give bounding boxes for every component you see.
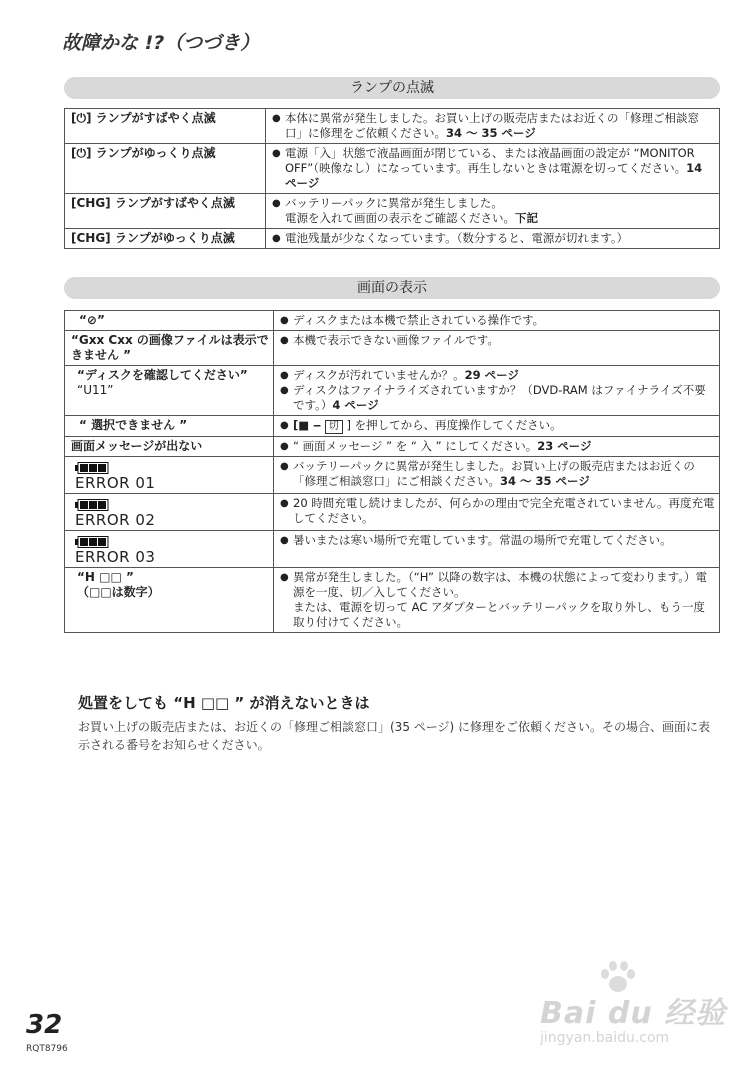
battery-icon (75, 536, 109, 548)
page-ref: 34 ～ 35 ページ (500, 474, 590, 488)
page-number: 32 (26, 1010, 63, 1040)
row-label: 画面メッセージが出ない (65, 437, 274, 457)
row-label: “⊘” (65, 311, 274, 331)
lamp-section-header: ランプの点滅 (64, 77, 720, 99)
table-row (65, 437, 720, 457)
page-ref: 14 ページ (285, 161, 703, 190)
row-label: “Gxx Cxx の画像ファイルは表示できません ” (65, 331, 274, 366)
table-row (65, 457, 720, 494)
row-text: ● 電池残量が少なくなっています。（数分すると、電源が切れます。） (266, 229, 720, 249)
note-heading: 処置をしても “H □□ ” が消えないときは (78, 694, 370, 712)
row-label: “H □□ ” （□□は数字） (65, 568, 274, 633)
table-row (65, 109, 720, 144)
row-label: [⏻] ランプがすばやく点滅 (65, 109, 266, 144)
watermark-brand: Bai du 经验 (540, 996, 727, 1031)
page-title: 故障かな !?（つづき） (62, 32, 260, 54)
table-row (65, 366, 720, 416)
row-label: ERROR 03 (65, 531, 274, 568)
note-body: お買い上げの販売店または、お近くの「修理ご相談窓口」(35 ページ) に修理をご依頼ください。その場合、画面に表示される番号をお知らせください。 (78, 720, 711, 752)
watermark-url: jingyan.baidu.com (540, 1030, 670, 1046)
row-text: ● “ 画面メッセージ ” を “ 入 ” にしてください。23 ページ (274, 437, 720, 457)
table-row (65, 194, 720, 229)
row-label: [CHG] ランプがすばやく点滅 (65, 194, 266, 229)
row-text: ● ディスクが汚れていませんか？。29 ページ ● ディスクはファイナライズされていますか？（DVD-RAM はファイナライズ不要です。）4 ページ (274, 366, 720, 416)
page-ref: 29 ページ (464, 368, 519, 382)
table-row (65, 311, 720, 331)
row-text: ● バッテリーパックに異常が発生しました。 電源を入れて画面の表示をご確認ください。下記 (266, 194, 720, 229)
row-text: ● 20 時間充電し続けましたが、何らかの理由で完全充電されていません。再度充電してください。 (274, 494, 720, 531)
display-table (64, 310, 720, 633)
row-label: [CHG] ランプがゆっくり点滅 (65, 229, 266, 249)
off-key-icon: 切 (325, 420, 343, 434)
display-section-header: 画面の表示 (64, 277, 720, 299)
table-row (65, 531, 720, 568)
row-label: ERROR 02 (65, 494, 274, 531)
table-row (65, 144, 720, 194)
model-code: RQT8796 (26, 1044, 68, 1054)
row-text: ● [■ ‒ 切 ] を押してから、再度操作してください。 (274, 416, 720, 437)
table-row (65, 568, 720, 633)
row-text: ● ディスクまたは本機で禁止されている操作です。 (274, 311, 720, 331)
row-text: ● 異常が発生しました。（“H” 以降の数字は、本機の状態によって変わります。）電源を一度、切／入してください。 または、電源を切って AC アダプターとバッテリーパックを取り外し、もう一度取り付けてください。 (274, 568, 720, 633)
row-label: “ディスクを確認してください” “U11” (65, 366, 274, 416)
row-text: ● 電源「入」状態で液晶画面が閉じている、または液晶画面の設定が “MONITOR OFF”（映像なし）になっています。再生しないときは電源を切ってください。14 ページ (266, 144, 720, 194)
row-label: “ 選択できません ” (65, 416, 274, 437)
row-text: ● 本機で表示できない画像ファイルです。 (274, 331, 720, 366)
table-row (65, 494, 720, 531)
row-text: ● バッテリーパックに異常が発生しました。お買い上げの販売店またはお近くの「修理ご相談窓口」にご相談ください。34 ～ 35 ページ (274, 457, 720, 494)
page-ref: 下記 (515, 211, 538, 225)
row-label: [⏻] ランプがゆっくり点滅 (65, 144, 266, 194)
table-row (65, 331, 720, 366)
page-ref: 4 ページ (332, 398, 379, 412)
battery-icon (75, 499, 109, 511)
table-row (65, 229, 720, 249)
table-row (65, 416, 720, 437)
row-text: ● 暑いまたは寒い場所で充電しています。常温の場所で充電してください。 (274, 531, 720, 568)
lamp-table (64, 108, 720, 249)
page-ref: 34 ～ 35 ページ (446, 126, 536, 140)
battery-icon (75, 462, 109, 474)
row-text: ● 本体に異常が発生しました。お買い上げの販売店またはお近くの「修理ご相談窓口」に修理をご依頼ください。34 ～ 35 ページ (266, 109, 720, 144)
page-ref: 23 ページ (537, 439, 592, 453)
row-label: ERROR 01 (65, 457, 274, 494)
